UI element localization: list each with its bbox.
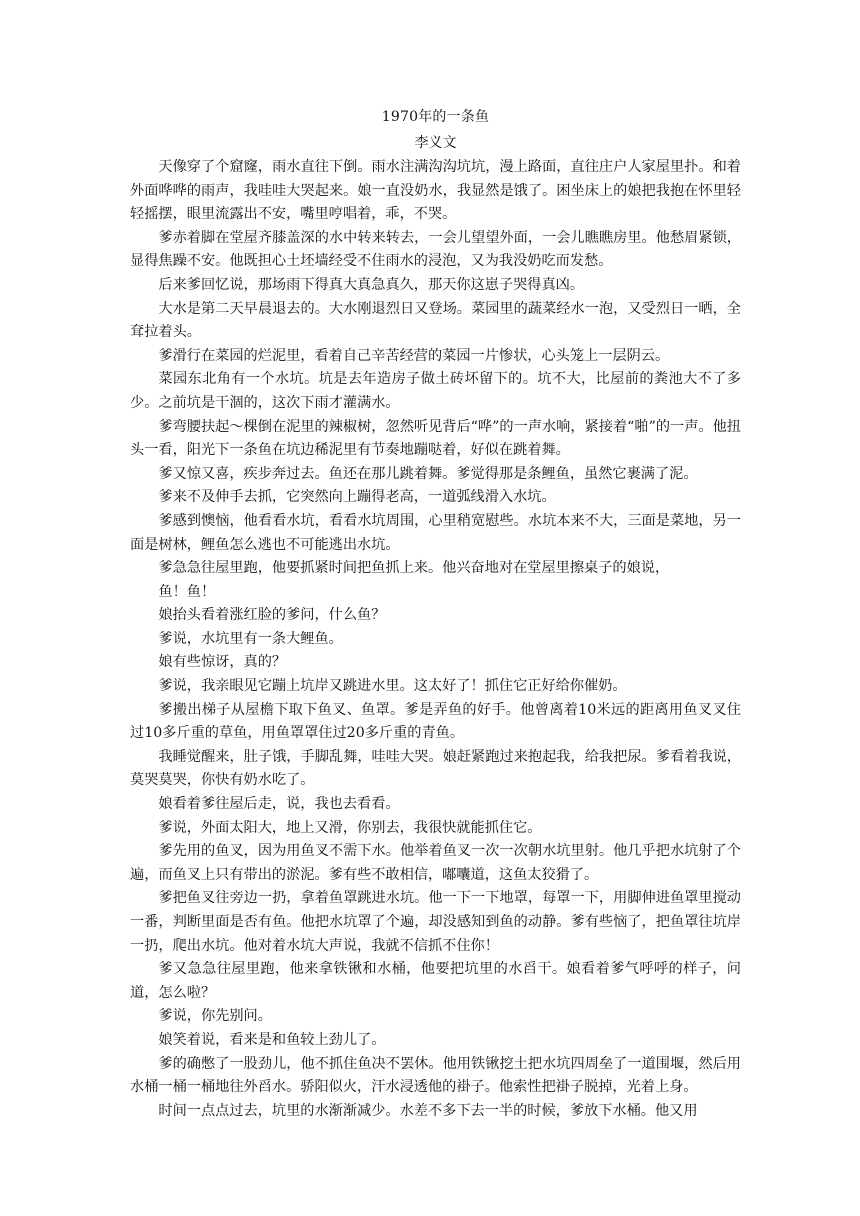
paragraph: 爹又惊又喜，疾步奔过去。鱼还在那儿跳着舞。爹觉得那是条鲤鱼，虽然它裹满了泥。: [158, 465, 698, 482]
paragraph: 大水是第二天早晨退去的。大水刚退烈日又登场。菜园里的蔬菜经水一泡，又受烈日一晒，全耷拉着头。: [130, 300, 741, 341]
paragraph: 爹感到懊恼，他看看水坑，看看水坑周围，心里稍宽慰些。水坑本来不大，三面是菜地，另一面是树林，鲤鱼怎么逃也不可能逃出水坑。: [130, 512, 741, 553]
paragraph: 爹搬出梯子从屋檐下取下鱼叉、鱼罩。爹是弄鱼的好手。他曾离着10米远的距离用鱼叉叉住过10多斤重的草鱼，用鱼罩罩住过20多斤重的青鱼。: [130, 701, 741, 742]
document-page: [130, 104, 741, 1123]
paragraph: 爹弯腰扶起～棵倒在泥里的辣椒树，忽然听见背后“哗”的一声水响，紧接着“啪”的一声。他扭头一看，阳光下一条鱼在坑边稀泥里有节奏地蹦哒着，好似在跳着舞。: [130, 418, 741, 459]
paragraph: 菜园东北角有一个水坑。坑是去年造房子做土砖坏留下的。坑不大，比屋前的粪池大不了多少。之前坑是干涸的，这次下雨才灌满水。: [130, 371, 741, 411]
paragraph: 爹把鱼叉往旁边一扔，拿着鱼罩跳进水坑。他一下一下地罩，每罩一下，用脚伸进鱼罩里搅动一番，判断里面是否有鱼。他把水坑罩了个遍，却没感知到鱼的动静。爹有些恼了，把鱼罩往坑岸一扔，爬出水坑。他对着水坑大声说，我就不信抓不住你！: [130, 890, 741, 954]
paragraph: 后来爹回忆说，那场雨下得真大真急真久，那天你这崽子哭得真凶。: [158, 276, 585, 293]
document-title: 1970年的一条鱼: [381, 109, 490, 125]
document-body: [130, 156, 741, 1123]
paragraph: 娘笑着说，看来是和鱼较上劲儿了。: [158, 1031, 386, 1048]
paragraph: 鱼！鱼！: [158, 583, 216, 600]
paragraph: 我睡觉醒来，肚子饿，手脚乱舞，哇哇大哭。娘赶紧跑过来抱起我，给我把尿。爹看着我说，莫哭莫哭，你快有奶水吃了。: [130, 748, 741, 789]
paragraph: 爹说，外面太阳大，地上又滑，你别去，我很快就能抓住它。: [158, 819, 542, 836]
paragraph: 爹滑行在菜园的烂泥里，看着自己辛苦经营的菜园一片惨状，心头笼上一层阴云。: [158, 347, 670, 364]
paragraph: 爹又急急往屋里跑，他来拿铁锹和水桶，他要把坑里的水舀干。娘看着爹气呼呼的样子，问道，怎么啦？: [130, 961, 741, 1001]
paragraph: 时间一点点过去，坑里的水渐渐减少。水差不多下去一半的时候，爹放下水桶。他又用: [158, 1102, 698, 1119]
paragraph: 爹说，水坑里有一条大鲤鱼。: [158, 630, 343, 647]
paragraph: 爹的确憋了一股劲儿，他不抓住鱼决不罢休。他用铁锹挖土把水坑四周垒了一道围堰，然后用水桶一桶一桶地往外舀水。骄阳似火，汗水浸透他的褂子。他索性把褂子脱掉，光着上身。: [130, 1055, 741, 1096]
paragraph: 爹先用的鱼叉，因为用鱼叉不需下水。他举着鱼叉一次一次朝水坑里射。他几乎把水坑射了个遍，而鱼叉上只有带出的淤泥。爹有些不敢相信，嘟囔道，这鱼太狡猾了。: [130, 843, 741, 883]
paragraph: 爹来不及伸手去抓，它突然向上蹦得老高，一道弧线滑入水坑。: [158, 489, 556, 506]
paragraph: 爹说，我亲眼见它蹦上坑岸又跳进水里。这太好了！抓住它正好给你催奶。: [158, 678, 627, 695]
paragraph: 娘有些惊讶，真的？: [158, 654, 287, 671]
paragraph: 爹说，你先别问。: [158, 1008, 272, 1025]
document-author: 李义文: [414, 135, 457, 151]
paragraph: 娘看着爹往屋后走，说，我也去看看。: [158, 796, 400, 813]
paragraph: 爹急急往屋里跑，他要抓紧时间把鱼抓上来。他兴奋地对在堂屋里擦桌子的娘说，: [158, 560, 670, 577]
paragraph: 天像穿了个窟窿，雨水直往下倒。雨水注满沟沟坑坑，漫上路面，直往庄户人家屋里扑。和着外面哗哗的雨声，我哇哇大哭起来。娘一直没奶水，我显然是饿了。困坐床上的娘把我抱在怀里轻轻摇摆，眼里流露出不安，嘴里哼唱着，乖，不哭。: [130, 159, 741, 223]
paragraph: 娘抬头看着涨红脸的爹问，什么鱼？: [158, 607, 386, 624]
paragraph: 爹赤着脚在堂屋齐膝盖深的水中转来转去，一会儿望望外面，一会儿瞧瞧房里。他愁眉紧锁，显得焦躁不安。他既担心土坯墙经受不住雨水的浸泡，又为我没奶吃而发愁。: [130, 229, 741, 270]
